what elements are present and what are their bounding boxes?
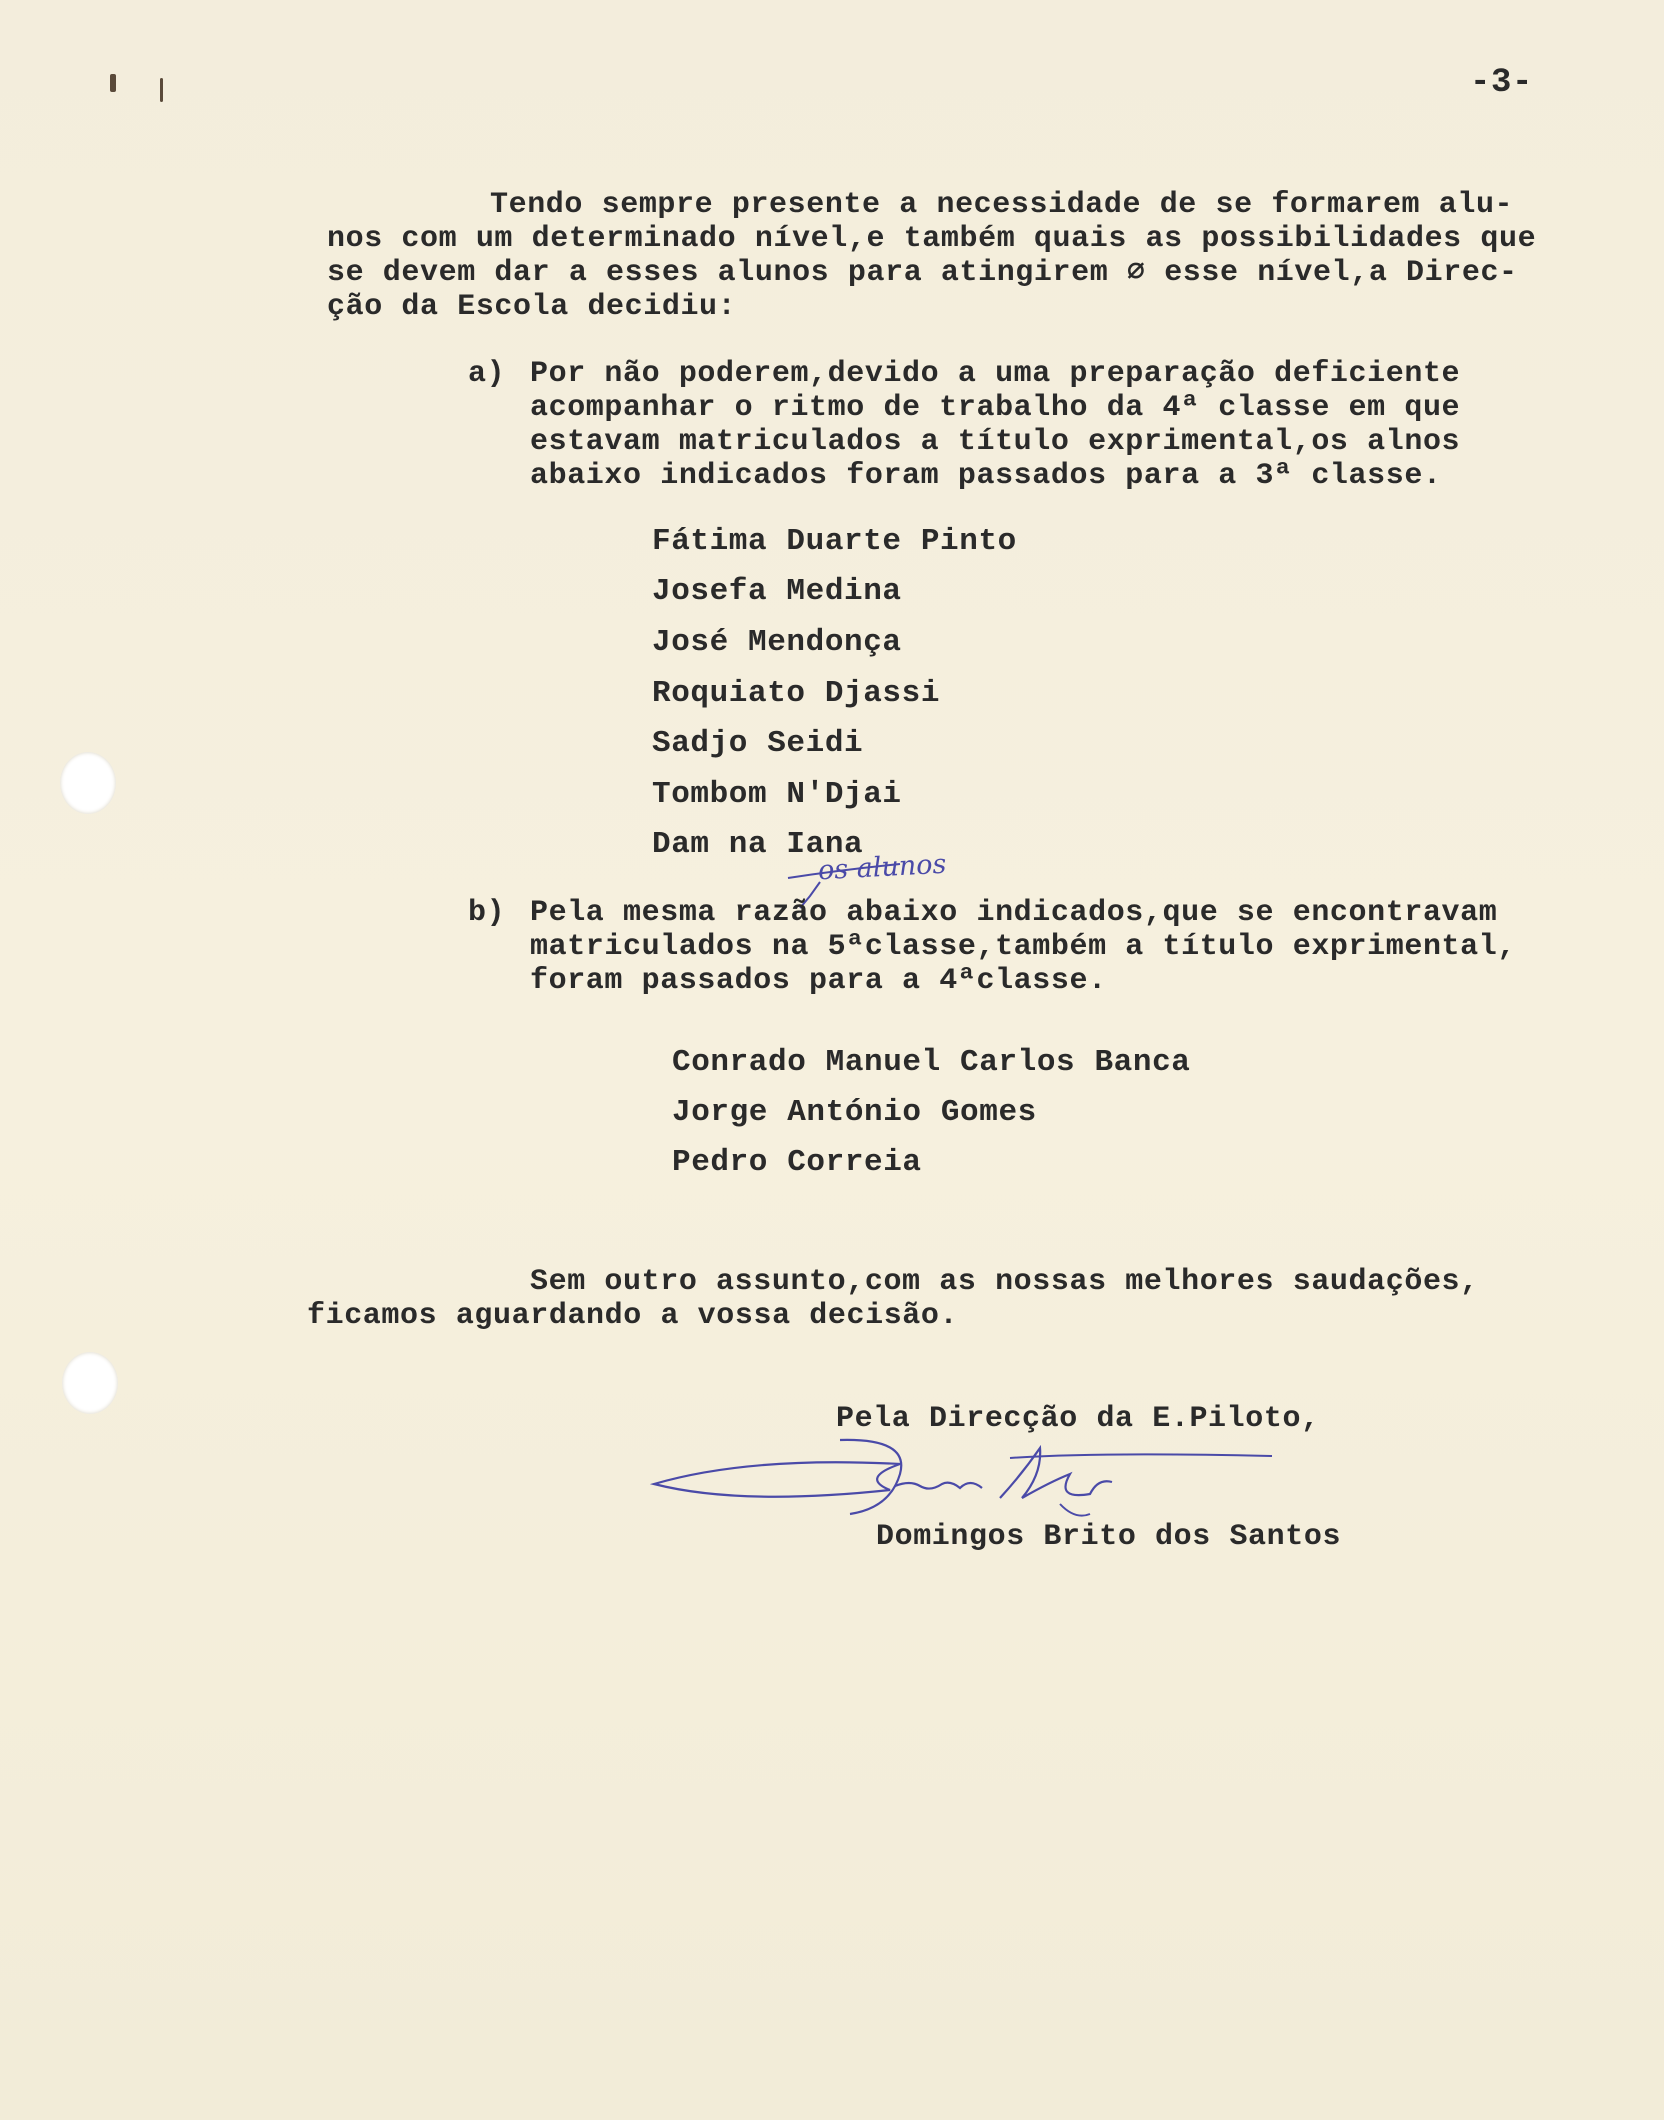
closing-line: Sem outro assunto,com as nossas melhores saudações, [530, 1265, 1479, 1299]
intro-line: nos com um determinado nível,e também quais as possibilidades que [327, 222, 1537, 256]
item-b-line: foram passados para a 4ªclasse. [530, 964, 1107, 998]
paper-speck [110, 74, 116, 92]
item-b-line: matriculados na 5ªclasse,também a título exprimental, [530, 930, 1516, 964]
intro-line: ção da Escola decidiu: [327, 290, 737, 324]
binder-hole-top [60, 752, 116, 814]
student-name: Jorge António Gomes [672, 1095, 1037, 1130]
signer-name: Domingos Brito dos Santos [876, 1520, 1342, 1554]
item-a-line: acompanhar o ritmo de trabalho da 4ª classe em que [530, 391, 1461, 425]
student-name: Pedro Correia [672, 1145, 922, 1180]
item-a-line: Por não poderem,devido a uma preparação deficiente [530, 357, 1461, 391]
student-name: Conrado Manuel Carlos Banca [672, 1045, 1191, 1080]
page-number: -3- [1470, 64, 1534, 102]
on-behalf-line: Pela Direcção da E.Piloto, [836, 1402, 1320, 1436]
student-name: Dam na Iana [652, 827, 864, 862]
student-name: Sadjo Seidi [652, 726, 864, 761]
item-a-line: estavam matriculados a título exprimental,os alnos [530, 425, 1461, 459]
student-name: Josefa Medina [652, 574, 902, 609]
handwritten-insert: os alunos [817, 848, 948, 887]
closing-line: ficamos aguardando a vossa decisão. [307, 1299, 959, 1333]
binder-hole-bottom [62, 1352, 118, 1414]
student-name: Fátima Duarte Pinto [652, 524, 1017, 559]
item-b-line: Pela mesma razão abaixo indicados,que se encontravam [530, 896, 1498, 930]
intro-line: Tendo sempre presente a necessidade de se formarem alu- [490, 188, 1514, 222]
item-a-line: abaixo indicados foram passados para a 3ª classe. [530, 459, 1442, 493]
student-name: José Mendonça [652, 625, 902, 660]
paper-speck [160, 78, 163, 102]
student-name: Tombom N'Djai [652, 777, 902, 812]
intro-line: se devem dar a esses alunos para atingirem ∅ esse nível,a Direc- [327, 256, 1518, 290]
item-b-marker: b) [468, 896, 506, 930]
item-a-marker: a) [468, 357, 506, 391]
student-name: Roquiato Djassi [652, 676, 941, 711]
